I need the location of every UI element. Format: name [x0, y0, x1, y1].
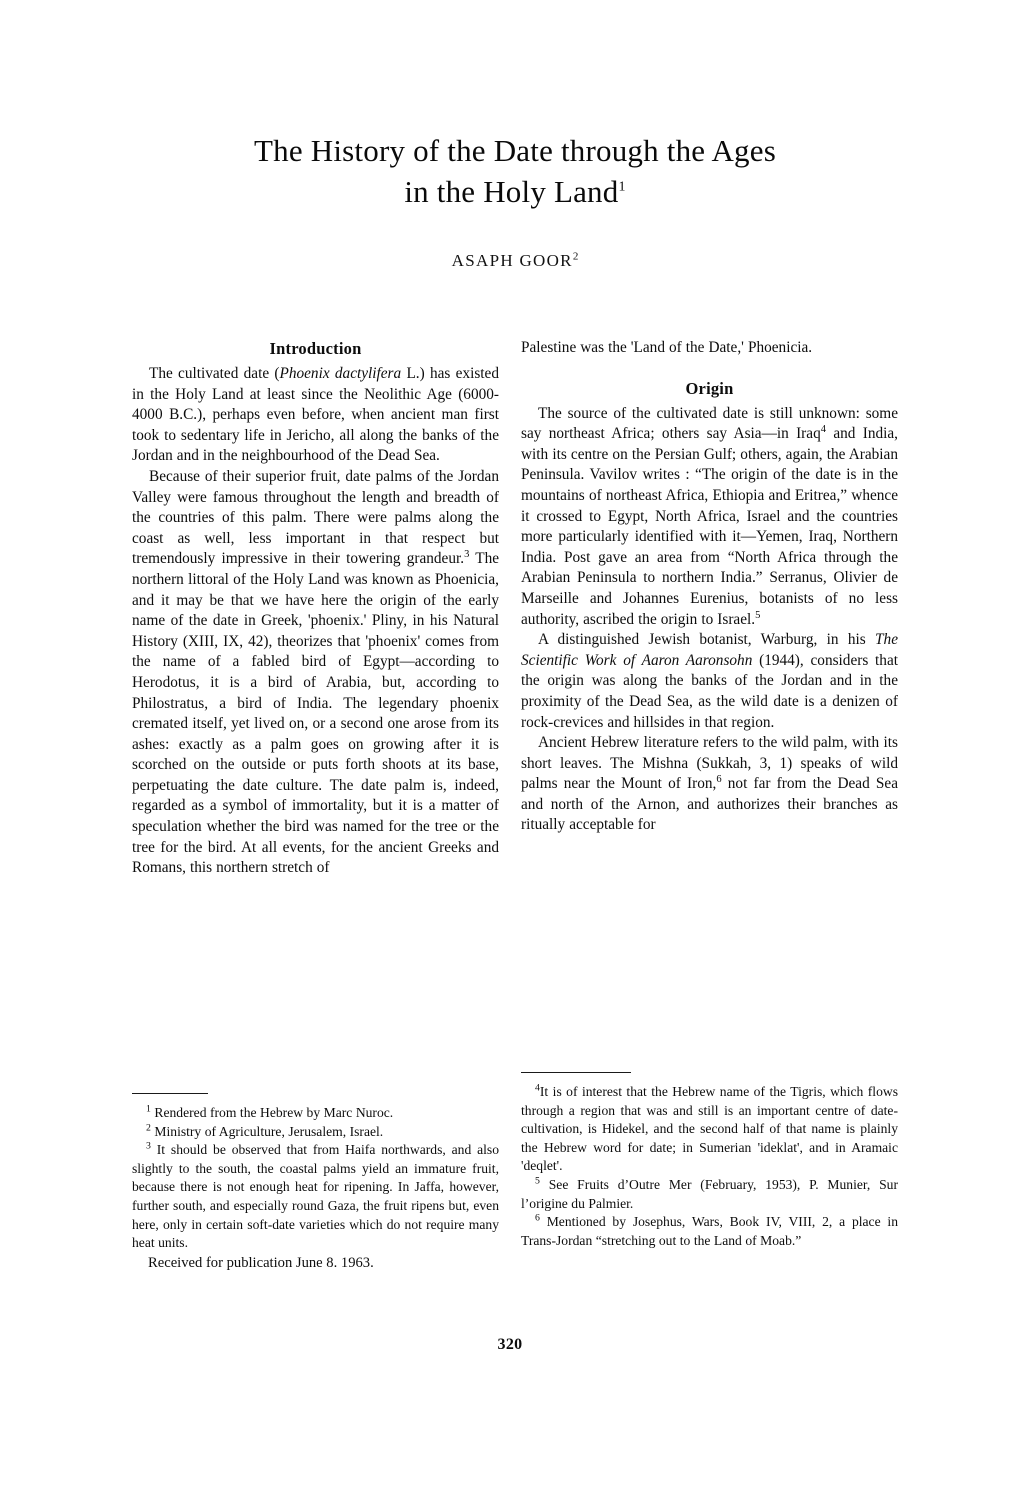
footnote-separator-rule — [521, 1072, 631, 1073]
paragraph-superior-fruit — [132, 467, 499, 879]
rpar3-text-b: not far from the Dead Sea and north of the Arnon, and authorizes their branches as ritually acceptable for — [521, 775, 898, 834]
footnote-separator-rule — [132, 1093, 208, 1094]
footnote-ref-3[interactable]: 3 — [464, 549, 470, 561]
footnote-item — [132, 1123, 499, 1142]
rpar2-text-b: (1944), considers that the origin was along the banks of the Jordan and in the proximity of the Dead Sea, as the wild date is a denizen of rock-crevices and hillsides in that region. — [521, 651, 898, 731]
author-name: ASAPH GOOR — [451, 251, 573, 270]
author-footnote-marker: 2 — [572, 250, 579, 263]
footnote-marker: 5 — [535, 1175, 540, 1187]
left-column — [132, 338, 499, 879]
par1-text-b: L.) has existed in the Holy Land at least since the Neolithic Age (6000-4000 B.C.), perhaps even before, when ancient man first took to sedentary life in Jericho, all along the banks of the Jordan and in the neighbourhood of the Dead Sea. — [132, 365, 499, 465]
footnote-item — [132, 1141, 499, 1253]
footnote-marker: 6 — [535, 1212, 540, 1224]
footnote-marker: 4 — [535, 1082, 540, 1094]
page-number: 320 — [497, 1336, 523, 1353]
footnote-text: Ministry of Agriculture, Jerusalem, Israel. — [154, 1123, 384, 1139]
received-for-publication-note: Received for publication June 8. 1963. — [148, 1254, 374, 1271]
species-name-italic: Phoenix dactylifera — [279, 365, 402, 382]
footnote-item — [521, 1083, 898, 1176]
rpar2-text-a: A distinguished Jewish botanist, Warburg, in his — [538, 631, 876, 649]
footnote-text: Mentioned by Josephus, Wars, Book IV, VIII, 2, a place in Trans-Jordan “stretching out to the Land of Moab.” — [521, 1214, 898, 1248]
title-line-2: in the Holy Land — [404, 174, 619, 209]
title-line-1: The History of the Date through the Ages — [254, 133, 776, 168]
title-block — [132, 130, 898, 271]
footnote-ref-4[interactable]: 4 — [820, 424, 826, 436]
par2-text-b: The northern littoral of the Holy Land was known as Phoenicia, and it may be that we have here the origin of the early name of the date in Greek, 'phoenix.' Pliny, in his Natural History (XIII, IX, 42), theorizes that 'phoenix' comes from the name of a fabled bird of Egypt—according to Herodotus, it is a bird of Arabia, but, according to Philostratus, a bird of India. The legendary phoenix cremated itself, yet lived on, or a second one arose from its ashes: exactly as a palm goes on growing after it is scorched on the outside or puts forth shoots at its base, perpetuating the date culture. The date palm is, indeed, regarded as a symbol of immortality, but it is a matter of speculation whether the bird was named for the tree or the tree for the bird. At all events, for the ancient Greeks and Romans, this northern stretch of — [132, 550, 500, 877]
footnote-text: See Fruits d’Outre Mer (February, 1953), P. Munier, Sur l’origine du Palmier. — [521, 1176, 899, 1211]
rpar1-text-b: and India, with its centre on the Persian Gulf; others, again, the Arabian Peninsula. Vavilov writes : “The origin of the date is in the mountains of northeast Africa, Ethiopia and Eritrea,” whence it crossed to Egypt, North Africa, Israel and the countries more particularly identified with it—Yemen, Iraq, Northern India. Post gave an area from “North Africa through the Arabian Peninsula to northern India.” Serranus, Olivier de Marseille and Johannes Eurenius, botanists of no less authority, ascribed the origin to Israel. — [521, 425, 899, 628]
footnote-text: It should be observed that from Haifa northwards, and also slightly to the south, the coastal palms yield an immature fruit, because there is not enough heat for ripening. In Jaffa, however, further south, and especially round Gaza, the fruit ripens but, even here, only in certain soft-date varieties which do not require many heat units. — [132, 1142, 499, 1251]
footnote-item — [521, 1213, 898, 1250]
par2-text-a: Because of their superior fruit, date palms of the Jordan Valley were famous throughout the length and breadth of the countries of this palm. There were palms along the coast as well, less important in that respect but tremendously impressive in their towering grandeur. — [132, 467, 499, 568]
paragraph-continued-phoenicia: Palestine was the 'Land of the Date,' Phoenicia. — [521, 339, 813, 356]
section-heading-origin: Origin — [685, 378, 734, 398]
right-column — [521, 338, 898, 836]
footnote-marker: 1 — [146, 1103, 151, 1115]
footnote-item — [521, 1176, 898, 1213]
paragraph-source-of-date — [521, 404, 898, 631]
section-heading-introduction: Introduction — [269, 339, 362, 358]
paragraph-hebrew-literature — [521, 733, 898, 836]
title-footnote-marker: 1 — [618, 179, 626, 195]
footnote-ref-5[interactable]: 5 — [755, 609, 761, 621]
left-footnote-block — [132, 1093, 499, 1273]
page-title — [132, 130, 898, 212]
footnote-marker: 3 — [146, 1140, 151, 1152]
footnote-text: Rendered from the Hebrew by Marc Nuroc. — [154, 1105, 394, 1120]
footnote-text: It is of interest that the Hebrew name of the Tigris, which flows through a region that was and still is an important centre of date-cultivation, is Hidekel, and the second half of that name is plainly the Hebrew word for date; in Sumerian 'ideklat', and in Aramaic 'deqlet'. — [521, 1084, 898, 1174]
footnote-marker: 2 — [146, 1122, 151, 1134]
rpar3-text-a: Ancient Hebrew literature refers to the wild palm, with its short leaves. The Mishna (Sukkah, 3, 1) speaks of wild palms near the Mount of Iron, — [521, 734, 898, 793]
par1-text-a: The cultivated date ( — [149, 365, 280, 382]
paragraph-cultivated-date — [132, 364, 499, 467]
right-footnote-block — [521, 1072, 898, 1250]
footnote-item — [132, 1104, 499, 1123]
footnote-ref-6[interactable]: 6 — [716, 774, 722, 786]
paragraph-warburg — [521, 630, 898, 733]
rpar1-text-a: The source of the cultivated date is still unknown: some say northeast Africa; others say Asia—in Iraq — [521, 404, 898, 443]
book-title-italic: The Scientific Work of Aaron Aaronsohn — [521, 631, 898, 669]
author-byline — [132, 212, 898, 271]
